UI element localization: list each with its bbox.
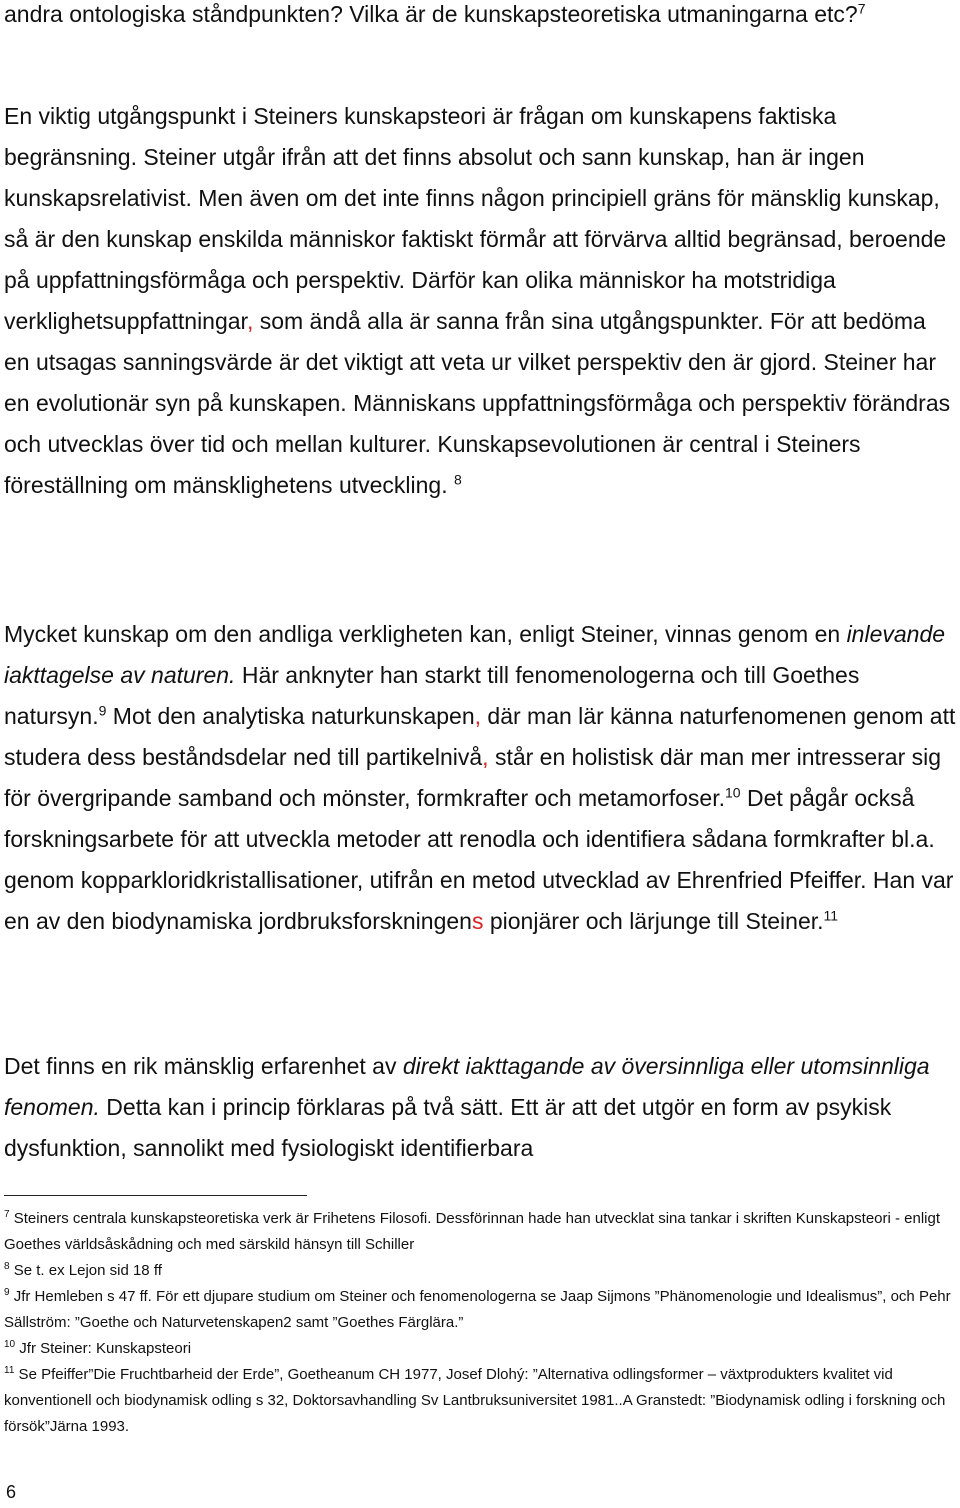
footnote-11 <box>4 1362 954 1440</box>
highlighted-letter: s <box>471 908 484 934</box>
footnote-text: Se t. ex Lejon sid 18 ff <box>9 1262 162 1279</box>
paragraph-text: andra ontologiska ståndpunkten? Vilka är de kunskapsteoretiska utmaningarna etc? <box>4 1 858 27</box>
paragraph-text: Det pågår också forskningsarbete för att utveckla metoder att renodla och identifiera sådana formkrafter bl.a. genom kopparkloridkristallisationer, utifrån en metod utvecklad av Ehrenfried Pfeiffer. Han var en av den biodynamiska jordbruksforskningen <box>4 785 954 934</box>
paragraph-text: Mycket kunskap om den andliga verkligheten kan, enligt Steiner, vinnas genom en <box>4 621 847 647</box>
paragraph-knowledge-theory <box>4 96 956 506</box>
paragraph-spiritual-reality <box>4 614 956 942</box>
footnote-9 <box>4 1284 954 1336</box>
paragraph-text: Detta kan i princip förklaras på två sätt. Ett är att det utgör en form av psykisk dysfunktion, sannolikt med fysiologiskt identifierbara <box>4 1094 892 1161</box>
footnote-number: 10 <box>4 1339 16 1350</box>
italic-phrase: direkt iakttagande av översinnliga eller utomsinnliga fenomen. <box>4 1053 930 1120</box>
footnote-7 <box>4 1206 954 1258</box>
footnote-ref-8[interactable]: 8 <box>454 471 462 488</box>
italic-phrase: inlevande iakttagelse av naturen. <box>4 621 946 688</box>
footnote-text: Jfr Steiner: Kunskapsteori <box>15 1340 192 1357</box>
paragraph-text: står en holistisk där man mer intresserar sig för övergripande samband och mönster, formkrafter och metamorfoser. <box>4 744 942 811</box>
paragraph-text: En viktig utgångspunkt i Steiners kunskapsteori är frågan om kunskapens faktiska begränsning. Steiner utgår ifrån att det finns absolut och sann kunskap, han är ingen kunskapsrelativist. Men även om det inte finns någon principiell gräns för mänsklig kunskap, så är den kunskap enskilda människor faktiskt förmår att förvärva alltid begränsad, beroende på uppfattningsförmåga och perspektiv. Därför kan olika människor ha motstridiga verklighetsuppfattningar <box>4 103 947 334</box>
paragraph-text: som ändå alla är sanna från sina utgångspunkter. För att bedöma en utsagas sanningsvärde är det viktigt att veta ur vilket perspektiv den är gjord. Steiner har en evolutionär syn på kunskapen. Människans uppfattningsförmåga och perspektiv förändras och utvecklas över tid och mellan kulturer. Kunskapsevolutionen är central i Steiners föreställning om mänsklighetens utveckling. <box>4 308 951 498</box>
paragraph-continuation <box>4 0 956 35</box>
highlighted-comma: , <box>482 744 489 770</box>
footnote-ref-10[interactable]: 10 <box>725 784 741 801</box>
footnote-number: 7 <box>4 1209 10 1220</box>
paragraph-text: Mot den analytiska naturkunskapen <box>106 703 475 729</box>
footnote-ref-11[interactable]: 11 <box>823 907 839 924</box>
paragraph-text: Det finns en rik mänsklig erfarenhet av <box>4 1053 403 1079</box>
highlighted-comma: , <box>246 308 254 334</box>
footnote-text: Steiners centrala kunskapsteoretiska verk är Frihetens Filosofi. Dessförinnan hade han utvecklat sina tankar i skriften Kunskapsteori - enligt Goethes världsåskådning och med särskild hänsyn till Schiller <box>4 1210 941 1253</box>
footnote-ref-9[interactable]: 9 <box>98 702 107 719</box>
paragraph-text: där man lär känna naturfenomenen genom att studera dess beståndsdelar ned till partikelnivå <box>4 703 956 770</box>
paragraph-text: pionjärer och lärjunge till Steiner. <box>483 908 824 934</box>
footnote-text: Se Pfeiffer”Die Fruchtbarheid der Erde”, Goetheanum CH 1977, Josef Dlohý: ”Alternativa odlingsformer – växtprodukters kvalitet vid konventionell och biodynamisk odling s 32, Doktorsavhandling Sv Lantbruksuniversitet 1981..A Granstedt: ”Biodynamisk odling i forskning och försök”Järna 1993. <box>4 1366 946 1435</box>
footnote-number: 11 <box>4 1365 15 1376</box>
footnote-number: 9 <box>4 1287 10 1298</box>
footnote-text: Jfr Hemleben s 47 ff. För ett djupare studium om Steiner och fenomenologerna se Jaap Sijmons ”Phänomenologie und Idealismus”, och Pehr Sällström: ”Goethe och Naturvetenskapen2 samt ”Goethes Färglära.” <box>4 1288 951 1331</box>
footnote-divider <box>4 1195 307 1196</box>
paragraph-text: Här anknyter han starkt till fenomenologerna och till Goethes natursyn. <box>4 662 860 729</box>
footnote-10 <box>4 1336 954 1362</box>
paragraph-supersensible <box>4 1046 956 1169</box>
page-number: 6 <box>6 1482 17 1502</box>
footnote-8 <box>4 1258 954 1284</box>
highlighted-comma: , <box>474 703 482 729</box>
footnote-number: 8 <box>4 1261 10 1272</box>
footnote-ref-7[interactable]: 7 <box>857 0 866 17</box>
footnotes-section <box>4 1206 954 1440</box>
